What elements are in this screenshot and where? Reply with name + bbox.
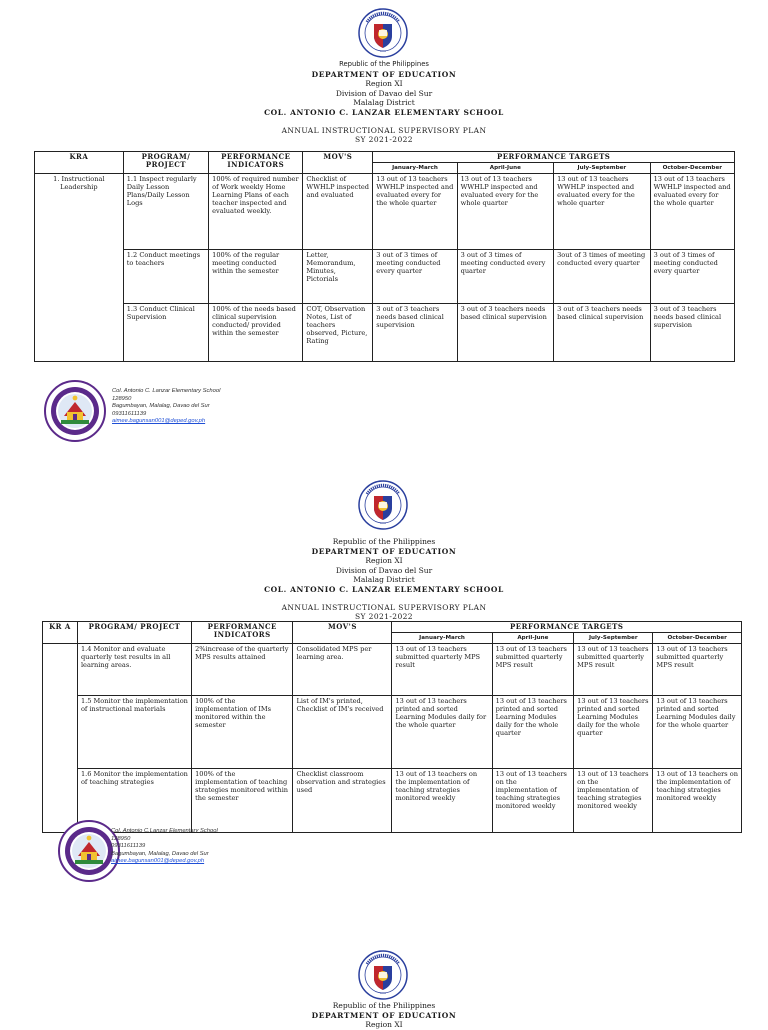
republic-line: Republic of the Philippines: [332, 1001, 436, 1010]
school-line: COL. ANTONIO C. LANZAR ELEMENTARY SCHOOL: [264, 584, 504, 594]
col-kra: KRA: [35, 152, 124, 174]
footer-contact: [111, 828, 218, 866]
q2-cell: 3 out of 3 teachers needs based clinical supervision: [457, 304, 554, 362]
region-line: Region XI: [365, 79, 403, 88]
program-cell: 1.3 Conduct Clinical Supervision: [123, 304, 208, 362]
col-targets: PERFORMANCE TARGETS: [373, 152, 735, 163]
supervisory-plan-table: [42, 621, 742, 833]
indicator-cell: 100% of the needs based clinical supervision conducted/ provided within the semester: [209, 304, 303, 362]
division-line: Division of Davao del Sur: [335, 565, 433, 575]
republic-line: Republic of the Philippines: [332, 537, 436, 546]
program-cell: 1.4 Monitor and evaluate quarterly test results in all learning areas.: [77, 644, 191, 696]
col-q3: July-September: [554, 163, 651, 174]
table-row: [35, 304, 735, 362]
q3-cell: 3out of 3 times of meeting conducted every quarter: [554, 250, 651, 304]
table-row: [35, 250, 735, 304]
school-logo-icon: [44, 380, 106, 442]
school-year: SY 2021-2022: [355, 135, 413, 144]
q1-cell: 3 out of 3 teachers needs based clinical supervision: [373, 304, 457, 362]
q1-cell: 13 out of 13 teachers printed and sorted Learning Modules daily for the whole quarter: [392, 696, 492, 769]
deped-seal-icon: [358, 950, 408, 1000]
program-cell: 1.6 Monitor the implementation of teaching strategies: [77, 769, 191, 833]
q4-cell: 3 out of 3 teachers needs based clinical supervision: [650, 304, 734, 362]
q2-cell: 13 out of 13 teachers on the implementation of teaching strategies monitored weekly: [492, 769, 574, 833]
footer-email-link[interactable]: aimee.bagunsan001@deped.gov.ph: [112, 418, 206, 425]
col-program: PROGRAM/ PROJECT: [77, 622, 191, 644]
col-movs: MOV'S: [293, 622, 392, 644]
q3-cell: 13 out of 13 teachers WWHLP inspected and evaluated every for the whole quarter: [554, 174, 651, 250]
plan-title-block: [0, 126, 768, 144]
col-indicators: PERFORMANCE INDICATORS: [192, 622, 293, 644]
district-line: Malalag District: [353, 98, 415, 107]
q1-cell: 13 out of 13 teachers WWHLP inspected and evaluated every for the whole quarter: [373, 174, 457, 250]
region-line: Region XI: [365, 556, 403, 565]
col-targets: PERFORMANCE TARGETS: [392, 622, 742, 633]
district-line: Malalag District: [353, 575, 415, 584]
q1-cell: 13 out of 13 teachers submitted quarterly MPS result: [392, 644, 492, 696]
q3-cell: 13 out of 13 teachers on the implementation of teaching strategies monitored weekly: [574, 769, 653, 833]
department-line: DEPARTMENT OF EDUCATION: [311, 69, 457, 79]
q3-cell: 13 out of 13 teachers submitted quarterly MPS result: [574, 644, 653, 696]
mov-cell: List of IM's printed, Checklist of IM's received: [293, 696, 392, 769]
col-q1: January-March: [373, 163, 457, 174]
q1-cell: 13 out of 13 teachers on the implementation of teaching strategies monitored weekly: [392, 769, 492, 833]
indicator-cell: 100% of the implementation of IMs monitored within the semester: [192, 696, 293, 769]
col-q4: October-December: [653, 633, 742, 644]
col-kra: KR A: [43, 622, 78, 644]
q2-cell: 13 out of 13 teachers WWHLP inspected and evaluated every for the whole quarter: [457, 174, 554, 250]
mov-cell: Letter, Memorandum, Minutes, Pictorials: [303, 250, 373, 304]
department-line: DEPARTMENT OF EDUCATION: [311, 546, 457, 556]
footer-address: Bagumbayan, Malalag, Davao del Sur: [111, 850, 209, 857]
footer-school: Col. Antonio C. Lanzar Elementary School: [112, 388, 221, 394]
program-cell: 1.2 Conduct meetings to teachers: [123, 250, 208, 304]
col-q3: July-September: [574, 633, 653, 644]
table-row: [35, 174, 735, 250]
footer-address: Bagumbayan, Malalag, Davao del Sur: [112, 403, 210, 410]
supervisory-plan-table: [34, 151, 735, 362]
q4-cell: 3 out of 3 times of meeting conducted every quarter: [650, 250, 734, 304]
region-line: Region XI: [365, 1020, 403, 1029]
q2-cell: 13 out of 13 teachers submitted quarterly MPS result: [492, 644, 574, 696]
plan-title: ANNUAL INSTRUCTIONAL SUPERVISORY PLAN: [281, 126, 487, 135]
col-q1: January-March: [392, 633, 492, 644]
mov-cell: COT, Observation Notes, List of teachers observed, Picture, Rating: [303, 304, 373, 362]
table-row: [43, 644, 742, 696]
footer-phone: 09311611139: [111, 843, 146, 850]
footer-phone: 09311611139: [112, 410, 147, 417]
indicator-cell: 2%increase of the quarterly MPS results attained: [192, 644, 293, 696]
q4-cell: 13 out of 13 teachers on the implementation of teaching strategies monitored weekly: [653, 769, 742, 833]
q4-cell: 13 out of 13 teachers submitted quarterly MPS result: [653, 644, 742, 696]
q4-cell: 13 out of 13 teachers printed and sorted Learning Modules daily for the whole quarter: [653, 696, 742, 769]
q2-cell: 13 out of 13 teachers printed and sorted Learning Modules daily for the whole quarter: [492, 696, 574, 769]
q1-cell: 3 out of 3 times of meeting conducted every quarter: [373, 250, 457, 304]
deped-seal-icon: [358, 8, 408, 58]
mov-cell: Consolidated MPS per learning area.: [293, 644, 392, 696]
mov-cell: Checklist of WWHLP inspected and evaluated: [303, 174, 373, 250]
q3-cell: 3 out of 3 teachers needs based clinical supervision: [554, 304, 651, 362]
col-q2: April-June: [457, 163, 554, 174]
q3-cell: 13 out of 13 teachers printed and sorted Learning Modules daily for the whole quarter: [574, 696, 653, 769]
letterhead: [0, 537, 768, 594]
republic-line: Republic of the Philippines: [339, 60, 429, 68]
indicator-cell: 100% of required number of Work weekly Home Learning Plans of each teacher inspected and evaluated weekly.: [209, 174, 303, 250]
q2-cell: 3 out of 3 times of meeting conducted every quarter: [457, 250, 554, 304]
col-movs: MOV'S: [303, 152, 373, 174]
table-row: [43, 769, 742, 833]
letterhead: [0, 1001, 768, 1030]
table-row: [43, 696, 742, 769]
col-indicators: PERFORMANCE INDICATORS: [209, 152, 303, 174]
q4-cell: 13 out of 13 teachers WWHLP inspected and evaluated every for the whole quarter: [650, 174, 734, 250]
school-year: SY 2021-2022: [355, 612, 413, 621]
plan-title: ANNUAL INSTRUCTIONAL SUPERVISORY PLAN: [281, 603, 487, 612]
col-q4: October-December: [650, 163, 734, 174]
indicator-cell: 100% of the regular meeting conducted within the semester: [209, 250, 303, 304]
indicator-cell: 100% of the implementation of teaching strategies monitored within the semester: [192, 769, 293, 833]
kra-cell: 1. Instructional Leadership: [35, 174, 124, 362]
kra-cell: [43, 644, 78, 833]
program-cell: 1.5 Monitor the implementation of instructional materials: [77, 696, 191, 769]
program-cell: 1.1 Inspect regularly Daily Lesson Plans/Daily Lesson Logs: [123, 174, 208, 250]
mov-cell: Checklist classroom observation and strategies used: [293, 769, 392, 833]
footer-id: 128950: [111, 835, 131, 842]
plan-title-block: [0, 603, 768, 621]
division-line: Division of Davao del Sur: [335, 88, 433, 98]
col-program: PROGRAM/ PROJECT: [123, 152, 208, 174]
footer-contact: [112, 388, 220, 426]
col-q2: April-June: [492, 633, 574, 644]
letterhead: [0, 60, 768, 117]
deped-seal-icon: [358, 480, 408, 530]
footer-school: Col. Antonio C.Lanzar Elementary School: [111, 828, 218, 834]
school-line: COL. ANTONIO C. LANZAR ELEMENTARY SCHOOL: [264, 107, 504, 117]
department-line: DEPARTMENT OF EDUCATION: [311, 1010, 457, 1020]
footer-email-link[interactable]: aimee.bagunsan001@deped.gov.ph: [111, 858, 205, 865]
footer-id: 128950: [112, 395, 132, 402]
